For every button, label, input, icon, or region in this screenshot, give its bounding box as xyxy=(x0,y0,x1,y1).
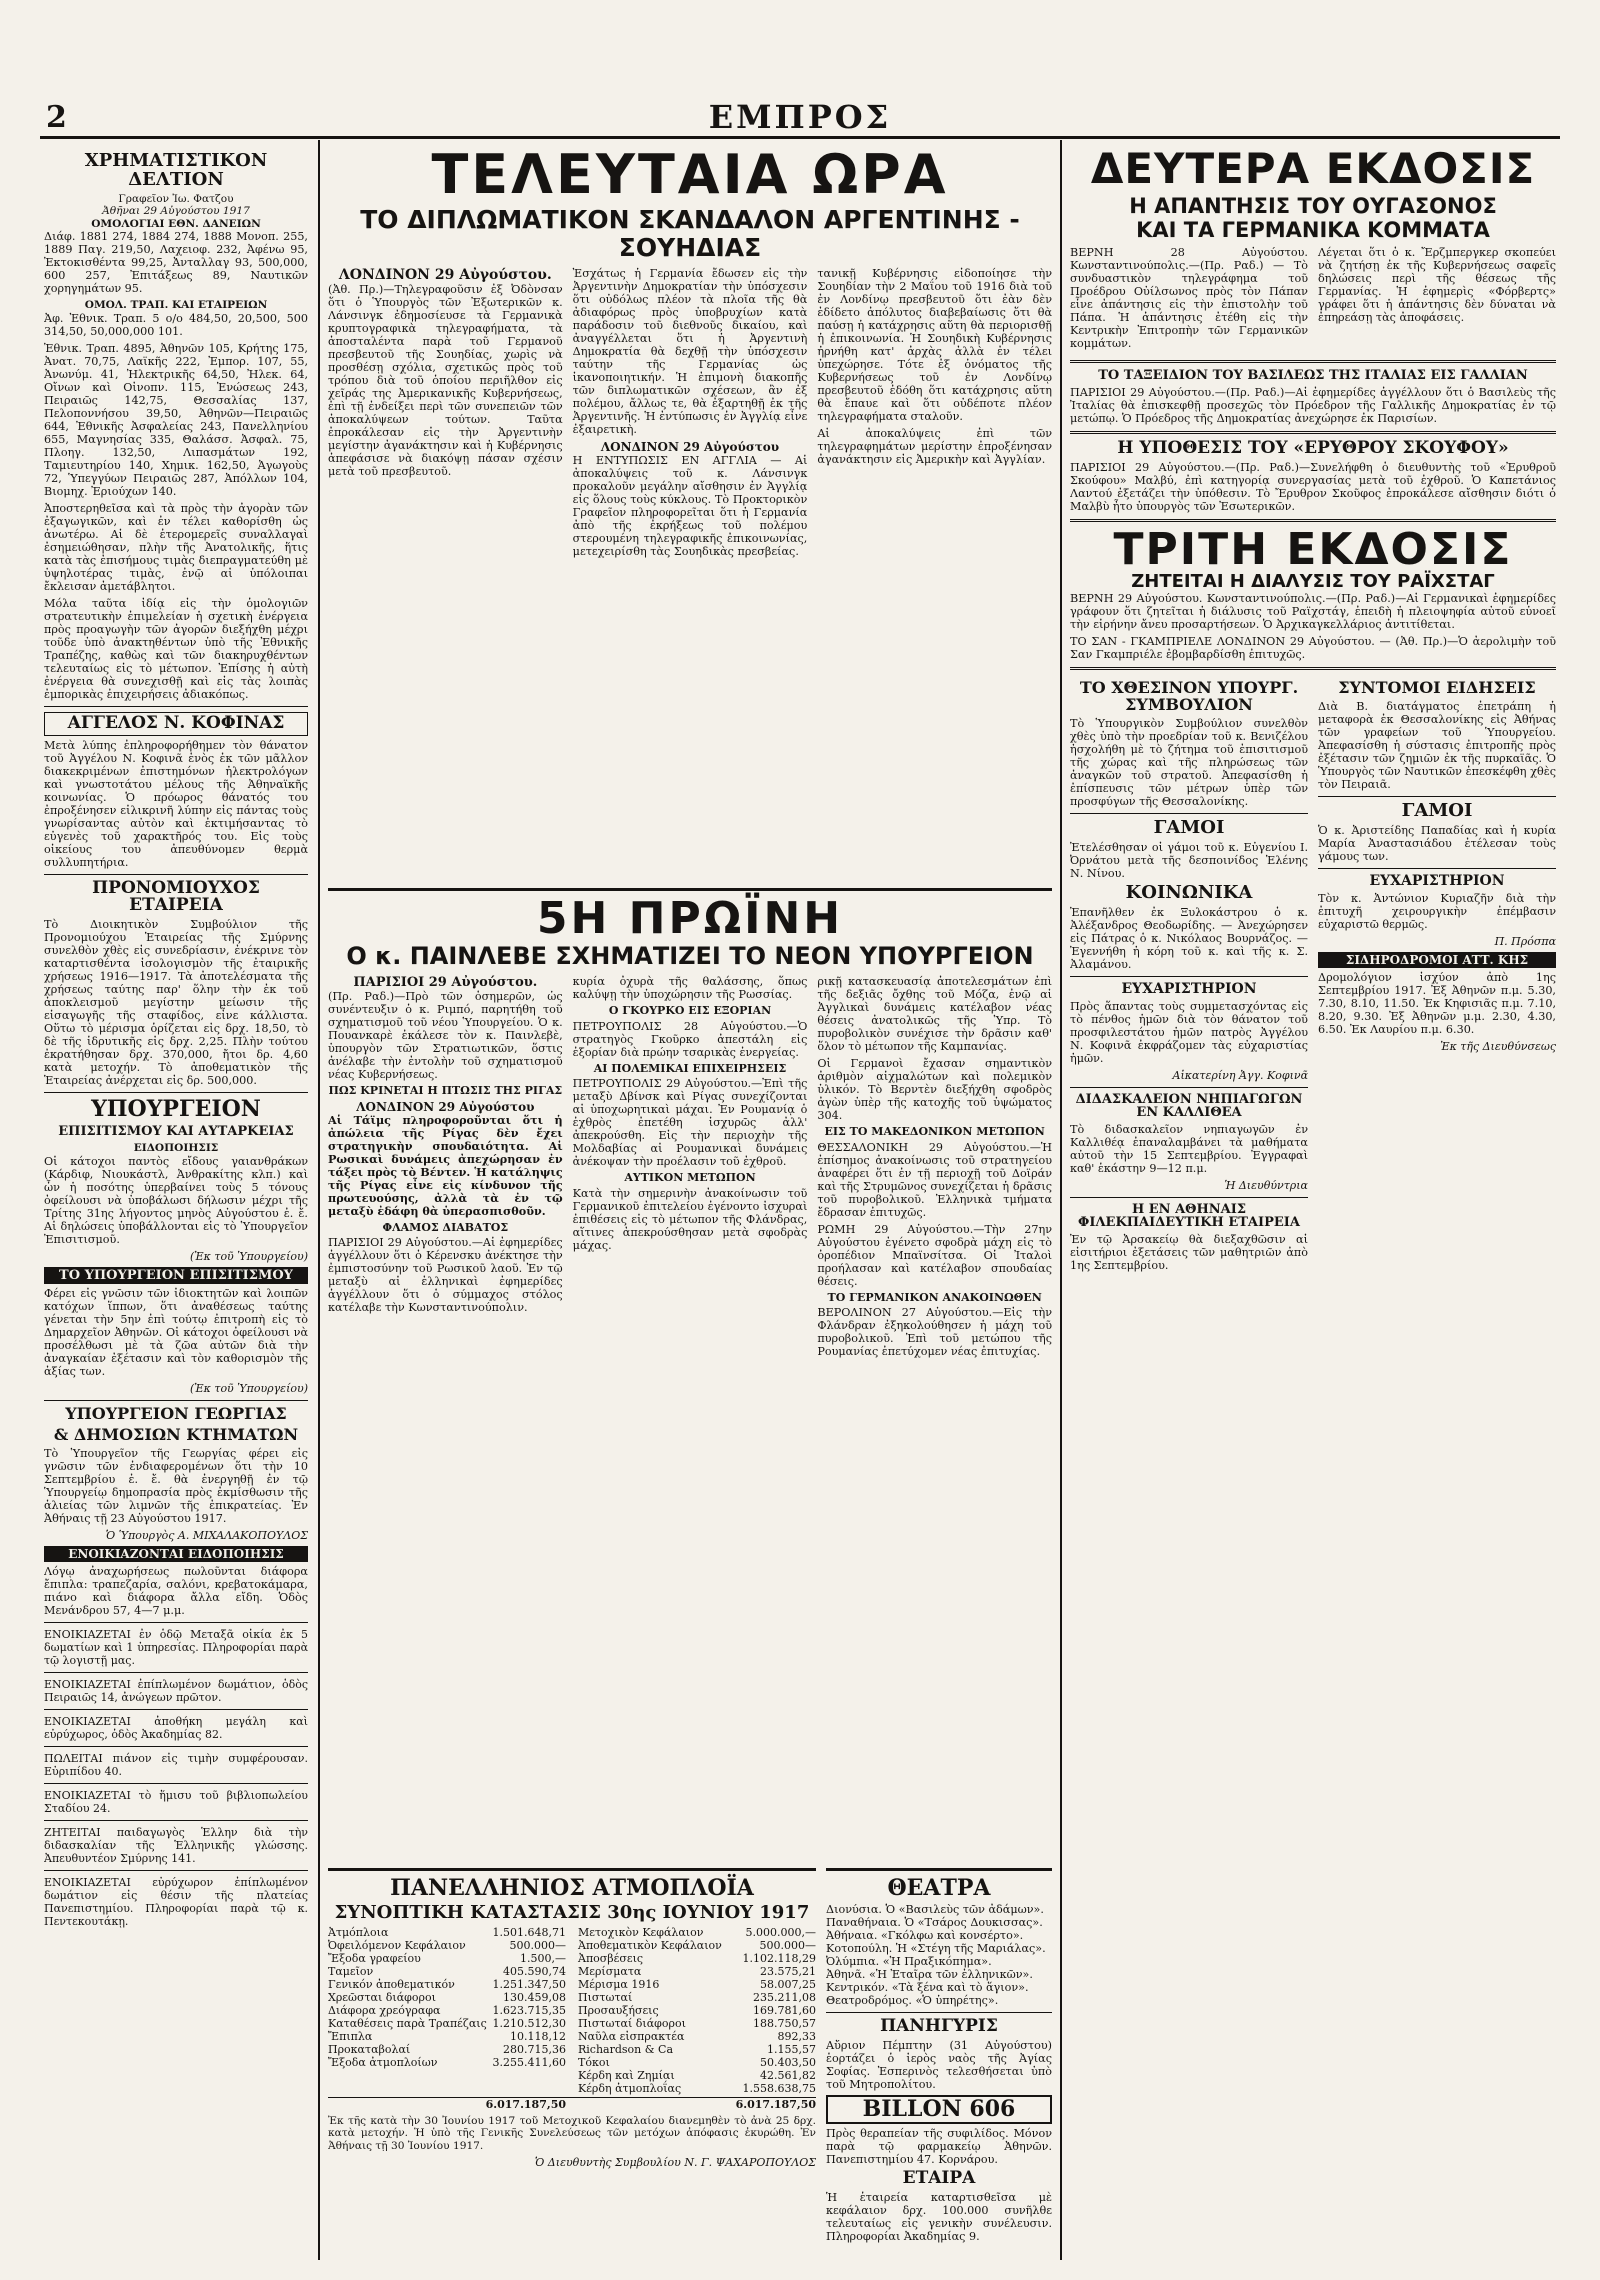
statement-row xyxy=(328,2004,566,2017)
statement-row-label: Προσαυξήσεις xyxy=(578,2003,659,2017)
column-rule xyxy=(318,140,320,2260)
fifth-col-c xyxy=(817,975,1052,1362)
theatre-item: Ἀθηνᾶ. «Ἡ Ἐταῖρα τῶν ἑλληνικῶν». xyxy=(826,1968,1033,1982)
last-hour-col-a xyxy=(328,267,563,562)
statement-row-value: 892,33 xyxy=(777,2029,816,2043)
company-ad-text: Ἡ ἑταιρεία καταρτισθεῖσα μὲ κεφάλαιον δρχ. 100.000 συνῆλθε τελευταίως εἰς γενικὴν συνέλευσιν. Πληροφορίαι Ἀκαδημίας 9. xyxy=(826,2190,1052,2243)
statement-row-label: Ἀποθεματικὸν Κεφάλαιον xyxy=(578,1938,722,1952)
theatre-item: Παναθήναια. Ὁ «Τσάρος Δουκισσας». xyxy=(826,1916,1043,1930)
classified-ad: ΠΩΛΕΙΤΑΙ πιάνον εἰς τιμὴν συμφέρουσαν. Εὐριπίδου 40. xyxy=(44,1752,308,1779)
weddings-text: Ὁ κ. Ἀριστείδης Παπαδίας καὶ ἡ κυρία Μαρία Ἀναστασιάδου ἐτέλεσαν τοὺς γάμους των. xyxy=(1318,824,1556,864)
red-cap-title: Η ΥΠΟΘΕΣΙΣ ΤΟΥ «ΕΡΥΘΡΟΥ ΣΚΟΥΦΟΥ» xyxy=(1117,437,1509,458)
column-editions xyxy=(1070,148,1556,2260)
article-text: ΠΑΡΙΣΙΟΙ 29 Αὐγούστου.—Αἱ ἐφημερίδες ἀγγέλλουν ὅτι ὁ Κέρενσκυ ἀνέκτησε τὴν ἐμπιστοσύνην τοῦ Ρωσικοῦ λαοῦ. Ἐν τῷ μεταξὺ αἱ ἑλληνικαὶ ἐφημερίδες ἀγγέλλουν ὅτι ὁ σύμμαχος στόλος κατέλαβε τὴν Κωνσταντινούπολιν. xyxy=(328,1236,563,1315)
statement-panellinios xyxy=(328,1868,816,2263)
article-text: Οἱ Γερμανοὶ ἔχασαν σημαντικὸν ἀριθμὸν αἰχμαλώτων καὶ πολεμικὸν ὑλικόν. Τὸ Βερντὲν διεξήχθη σφοδρὸς ἀγὼν ὑπὲρ τῆς κατοχῆς τοῦ ὑψώματος 304. xyxy=(817,1057,1052,1123)
company-text: Τὸ Διοικητικὸν Συμβούλιον τῆς Προνομιούχου Ἑταιρείας τῆς Σμύρνης συνελθὸν χθὲς εἰς συνεδρίασιν, ἐνέκρινε τὸν καταρτισθέντα ἰσολογισμὸν τῆς ἐταιρικῆς χρήσεως 1916—1917. Τὰ ἀποτελέσματα τῆς χρήσεως ταύτης παρ' ὅλην τὴν ἐκ τοῦ ἀποκλεισμοῦ μεγίστην μείωσιν τῆς εἰσαγωγῆς τῆς σταφίδος, εἶνε κάλλιστα. Οὕτω τὸ μέρισμα ὁρίζεται εἰς δρχ. 18,50, τὸ δὲ τῆς ἱδρυτικῆς εἰς δρχ. 2,25. Πλὴν τούτου ἐκρατήθησαν δρχ. 370,000, ἤτοι δρ. 4,60 κατὰ μετοχήν. Τὸ ἀποθεματικὸν τῆς Ἑταιρείας ἀνέρχεται εἰς δρ. 500,000. xyxy=(44,918,308,1088)
article-heading: ΠΩΣ ΚΡΙΝΕΤΑΙ Η ΠΤΩΣΙΣ ΤΗΣ ΡΙΓΑΣ xyxy=(328,1084,563,1098)
ministry-title: ΥΠΟΥΡΓΕΙΟΝ xyxy=(91,1096,261,1123)
section-theatres xyxy=(826,1868,1052,2263)
statement-row xyxy=(578,1991,816,2004)
social-text: Ἐπανῆλθεν ἐκ Ξυλοκάστρου ὁ κ. Ἀλέξανδρος Θεοδωρίδης. — Ἀνεχώρησεν εἰς Πάτρας ὁ κ. Νικόλαος Βουρνάζος. — Ἐγεννήθη ἡ κόρη τοῦ κ. καὶ τῆς κ. Σ. Ἀλαμάνου. xyxy=(1070,905,1308,971)
statement-row-value: 1.623.715,35 xyxy=(492,2003,566,2017)
statement-row-label: Καταθέσεις παρὰ Τραπέζαις xyxy=(328,2016,487,2030)
fin-by: Γραφεῖον Ἰω. Φατζου xyxy=(118,192,234,205)
statement-title: ΠΑΝΕΛΛΗΝΙΟΣ ΑΤΜΟΠΛΟΪΑ xyxy=(390,1875,754,1901)
statement-row-value: 1.102.118,29 xyxy=(742,1951,816,1965)
statement-row xyxy=(578,2017,816,2030)
article-text: Αἱ Τάϊμς πληροφοροῦνται ὅτι ἡ ἀπώλεια τῆς Ρίγας δὲν ἔχει στρατηγικὴν σπουδαιότητα. Αἱ Ρωσικαὶ δυνάμεις ἀπεχώρησαν ἐν τάξει πρὸς τὸ Βέντεν. Ἡ κατάληψις τῆς Ρίγας εἶνε εἰς κίνδυνον τῆς πρωτευούσης, ἀλλὰ τὰ ἐν τῷ μεταξὺ ἐδάφη θὰ ὑπερασπισθοῦν. xyxy=(328,1112,563,1218)
theatre-item: Θεατροδρόμος. «Ὁ ὑπηρέτης». xyxy=(826,1994,999,2008)
second-edition-sub1: Η ΑΠΑΝΤΗΣΙΣ ΤΟΥ ΟΥΓΑΣΟΝΟΣ xyxy=(1129,194,1497,218)
statement-row xyxy=(328,2056,566,2069)
railway-text: Δρομολόγιον ἰσχύον ἀπὸ 1ης Σεπτεμβρίου 1917. Ἐξ Ἀθηνῶν π.μ. 5.30, 7.30, 8.10, 11.50. Ἐκ Κηφισιᾶς π.μ. 7.10, 8.20, 9.30. Ἐξ Ἀθηνῶν μ.μ. 2.30, 4.30, 6.50. Ἐκ Λαυρίου π.μ. 6.30. xyxy=(1318,971,1556,1037)
theatre-item: Διονύσια. Ὁ «Βασιλεὺς τῶν ἀδάμων». xyxy=(826,1903,1044,1917)
social-title: ΚΟΙΝΩΝΙΚΑ xyxy=(1125,881,1253,903)
italy-king-text: ΠΑΡΙΣΙΟΙ 29 Αὐγούστου.—(Πρ. Ραδ.)—Αἱ ἐφημερίδες ἀγγέλλουν ὅτι ὁ Βασιλεὺς τῆς Ἰταλίας θὰ ἐπισκεφθῇ προσεχῶς τὸν Πρόεδρον τῆς Γαλλικῆς Δημοκρατίας ἐν τῷ μετώπῳ. Ὁ Πρόεδρος τῆς Δημοκρατίας ἀνεχώρησε ἐκ Παρισίων. xyxy=(1070,385,1556,425)
sale-text: Λόγῳ ἀναχωρήσεως πωλοῦνται διάφορα ἔπιπλα: τραπεζαρία, σαλόνι, κρεβατοκάμαρα, πιάνο καὶ διάφορα ἄλλα εἴδη. Ὁδὸς Μενάνδρου 57, 4—7 μ.μ. xyxy=(44,1565,308,1618)
column-rule xyxy=(1060,140,1062,2260)
agriculture-title2: & ΔΗΜΟΣΙΩΝ ΚΤΗΜΑΤΩΝ xyxy=(53,1424,299,1444)
statement-row xyxy=(578,1939,816,1952)
article-heading: ΕΙΣ ΤΟ ΜΑΚΕΔΟΝΙΚΟΝ ΜΕΤΩΠΟΝ xyxy=(824,1125,1045,1139)
second-edition-title: ΔΕΥΤΕΡΑ ΕΚΔΟΣΙΣ xyxy=(1090,148,1536,193)
council-title: ΤΟ ΧΘΕΣΙΝΟΝ ΥΠΟΥΡΓ. ΣΥΜΒΟΥΛΙΟΝ xyxy=(1079,678,1299,715)
statement-total-liabilities: 6.017.187,50 xyxy=(735,2097,816,2111)
statement-row-label: Προκαταβολαί xyxy=(328,2042,411,2056)
article-heading: Ο ΓΚΟΥΡΚΟ ΕΙΣ ΕΞΟΡΙΑΝ xyxy=(608,1004,772,1018)
statement-row xyxy=(578,2043,816,2056)
statement-row xyxy=(578,2030,816,2043)
sale-title: ΕΝΟΙΚΙΑΖΟΝΤΑΙ ΕΙΔΟΠΟΙΗΣΙΣ xyxy=(44,1546,308,1563)
statement-assets xyxy=(328,1926,566,2095)
last-hour-title: ΤΕΛΕΥΤΑΙΑ ΩΡΑ xyxy=(431,148,949,206)
article-text: Ἐσχάτως ἡ Γερμανία ἔδωσεν εἰς τὴν Ἀργεντινὴν Δημοκρατίαν τὴν ὑπόσχεσιν ὅτι οὐδόλως πλέον τὰ πλοῖα τῆς θὰ ἀδιαφόρως πρὸς ὑποβρυχίων κατὰ παράδοσιν τοῦ διεθνοῦς δικαίου, καὶ ἀναγγέλλεται ὅτι ἡ Ἀργεντινὴ Δημοκρατία θὰ δεχθῇ τὴν ὑπόσχεσιν ταύτην τῆς Γερμανίας ὡς ἱκανοποιητικήν. Ἡ ἐπιμονὴ διακοπῆς τῶν διπλωματικῶν σχέσεων, ἂν ἐξ πολέμου, ἄλλως τε, θὰ ἐξαρτηθῇ ἐκ τῆς Ἀργεντινῆς. Ἡ ἐντύπωσις ἐν Ἀγγλίᾳ εἶνε ἐξαιρετικὴ. xyxy=(572,267,808,436)
red-cap-text: ΠΑΡΙΣΙΟΙ 29 Αὐγούστου.—(Πρ. Ραδ.)—Συνελήφθη ὁ διευθυντὴς τοῦ «Ἐρυθροῦ Σκούφου» Μαλβύ, ἐπὶ κατηγορίᾳ συνεργασίας μετὰ τοῦ ἐχθροῦ. Ὁ Καπετάνιος Λαντού ἐξετάζει τὴν ὑπόθεσιν. Τὸ Ἔρυθρον Σκοῦφος ἐπροκάλεσε αἴσθησιν διότι ὁ Μαλβὺ ἦτο ὑπουργὸς τῶν Ἐσωτερικῶν. xyxy=(1070,460,1556,513)
statement-row-label: Ἀποσβέσεις xyxy=(578,1951,644,1965)
statement-row-value: 10.118,12 xyxy=(510,2029,566,2043)
article-text: (Ἀθ. Πρ.)—Τηλεγραφοῦσιν ἐξ Ὀδὸνσαν ὅτι ὁ Ὑπουργὸς τῶν Ἐξωτερικῶν κ. Λάνσινγκ ἐδημοσίευσε τὰ Γερμανικὰ κρυπτογραφικὰ τηλεγραφήματα, τὰ ἀποσταλέντα παρὰ τοῦ Γερμανοῦ πρεσβευτοῦ τῆς Σουηδίας, χωρὶς νὰ προσθέσῃ σχόλια, σχετικῶς πρὸς τοῦ τρόπου διὰ τοῦ ὁποίου περιῆλθον εἰς χεῖράς της Ἀμερικανικῆς Κυβερνήσεως, ἐπὶ τῇ ἐνδείξει περὶ τῶν συνεπειῶν τῶν ἀποκαλύψεων τούτων. Ταῦτα ἐπροκάλεσαν εἰς τὴν Ἀργεντινὴν μεγίστην ἀγανάκτησιν καὶ ἡ Κυβέρνησις ἀπεφάσισε νὰ διακόψῃ πάσαν σχέσιν μετὰ τοῦ πρεσβευτοῦ. xyxy=(328,283,563,478)
classified-ad: ΖΗΤΕΙΤΑΙ παιδαγωγὸς Ἑλλην διὰ τὴν διδασκαλίαν τῆς Ἑλληνικῆς γλώσσης. Ἀπευθυντέον Σμύρνης 141. xyxy=(44,1826,308,1866)
statement-row xyxy=(578,2082,816,2095)
statement-row-value: 1.501.648,71 xyxy=(492,1925,566,1939)
statement-row-value: 1.155,57 xyxy=(767,2042,816,2056)
statement-row-value: 5.000.000,— xyxy=(745,1925,816,1939)
article-text: (Πρ. Ραδ.)—Πρὸ τῶν ὁσημερῶν, ὡς συνέντευξιν ὁ κ. Ριμπό, παρητήθη τοῦ σχηματισμοῦ τοῦ νέου Ὑπουργείου. Ὁ κ. Πουανκαρὲ ἐκάλεσε τὸν κ. Παινλεβὲ, ὑπουργὸν τῶν Στρατιωτικῶν, ὅστις ἀνέλαβε τὴν ἐντολὴν τοῦ σχηματισμοῦ νέας Κυβερνήσεως. xyxy=(328,990,563,1082)
thanks-title: ΕΥΧΑΡΙΣΤΗΡΙΟΝ xyxy=(1121,980,1257,997)
statement-row xyxy=(328,1965,566,1978)
weddings-text: Ἐτελέσθησαν οἱ γάμοι τοῦ κ. Εὐγενίου Ι. Ὀρνάτου μετὰ τῆς δεσποινίδος Ἑλένης Ν. Νίνου. xyxy=(1070,840,1308,880)
statement-row xyxy=(328,1939,566,1952)
weddings-title: ΓΑΜΟΙ xyxy=(1401,800,1473,822)
statement-row-label: Μερίσματα xyxy=(578,1964,642,1978)
article-text: ΡΩΜΗ 29 Αὐγούστου.—Τὴν 27ην Αὐγούστου ἐγένετο σφοδρὰ μάχη εἰς τὸ ὀροπέδιον Μπαϊνσίτσα. Οἱ Ἰταλοὶ προήλασαν καὶ κατέλαβον σπουδαίας θέσεις. xyxy=(817,1222,1052,1288)
council-text: Τὸ Ὑπουργικὸν Συμβούλιον συνελθὸν χθὲς ὑπὸ τὴν προεδρίαν τοῦ κ. Βενιζέλου ἠσχολήθη μὲ τὸ ζήτημα τοῦ ἐπισιτισμοῦ τῆς χώρας καὶ τῆς πληρώσεως τῶν ἀναγκῶν τοῦ στρατοῦ. Ἀπεφασίσθη ἡ ἐπίσπευσις τῶν μέτρων ὑπὲρ τῶν προσφύγων τῆς Θεσσαλονίκης. xyxy=(1070,717,1308,809)
dateline: ΛΟΝΔΙΝΟΝ 29 Αὐγούστου. xyxy=(338,267,552,283)
billon-text: Πρὸς θεραπείαν τῆς συφιλίδος. Μόνον παρὰ τῷ φαρμακείῳ Ἀθηνῶν. Πανεπιστημίου 47. Κορνάρου. xyxy=(826,2127,1052,2167)
statement-row xyxy=(578,1965,816,1978)
article-text: ΠΕΤΡΟΥΠΟΛΙΣ 28 Αὐγούστου.—Ὁ στρατηγὸς Γκοῦρκο ἀπεστάλη εἰς ἐξορίαν διὰ πρώην τσαρικὰς ἐνεργείας. xyxy=(572,1019,808,1059)
last-hour-subtitle: ΤΟ ΔΙΠΛΩΜΑΤΙΚΟΝ ΣΚΑΝΔΑΛΟΝ ΑΡΓΕΝΤΙΝΗΣ - ΣΟΥΗΔΙΑΣ xyxy=(360,205,1020,262)
fin-text: Ἀφ. Ἐθνικ. Τραπ. 5 ο/ο 484,50, 20,500, 500 314,50, 50,000,000 101. xyxy=(44,311,308,338)
statement-row-value: 23.575,21 xyxy=(760,1964,816,1978)
article-text: Κατὰ τὴν σημερινὴν ἀνακοίνωσιν τοῦ Γερμανικοῦ ἐπιτελείου ἐγένοντο ἰσχυραὶ ἐπιθέσεις εἰς τὸ μέτωπον τῆς Φλάνδρας, αἵτινες ἀπεκρούσθησαν μετὰ σφοδρὰς μάχας. xyxy=(572,1187,808,1253)
school-title: ΔΙΔΑΣΚΑΛΕΙΟΝ ΝΗΠΙΑΓΩΓΩΝ ΕΝ ΚΑΛΛΙΘΕΑ xyxy=(1075,1091,1303,1121)
right-col-b xyxy=(1318,676,1556,1276)
third-edition-sub: ΖΗΤΕΙΤΑΙ Η ΔΙΑΛΥΣΙΣ ΤΟΥ ΡΑΪΧΣΤΑΓ xyxy=(1131,570,1495,592)
statement-row-label: Πιστωταί xyxy=(578,1990,633,2004)
statement-row-value: 169.781,60 xyxy=(753,2003,816,2017)
statement-row-value: 500.000— xyxy=(509,1938,566,1952)
agriculture-text: Τὸ Ὑπουργεῖον τῆς Γεωργίας φέρει εἰς γνῶσιν τῶν ἐνδιαφερομένων ὅτι τὴν 10 Σεπτεμβρίου ἐ. ἔ. θὰ ἐνεργηθῇ ἐν τῷ Ὑπουργείῳ δημοπρασία πρὸς ἐκμίσθωσιν τῆς ἁλιείας τῶν λιμνῶν τῆς ἐπικρατείας. Ἐν Ἀθήναις τῇ 23 Αὐγούστου 1917. xyxy=(44,1446,308,1525)
fin-date: Ἀθῆναι 29 Αὐγούστου 1917 xyxy=(102,205,250,218)
article-text: Η ΕΝΤΥΠΩΣΙΣ ΕΝ ΑΓΓΛΙΑ — Αἱ ἀποκαλύψεις τοῦ κ. Λάνσινγκ προκαλοῦν μεγάλην αἴσθησιν ἐν Ἀγγλίᾳ εἰς ὅλους τοὺς κύκλους. Τὸ Προκτορικὸν Γραφεῖον πληροφορεῖται ὅτι ἡ Γερμανία ἀπὸ τῆς ἐκρήξεως τοῦ πολέμου στερουμένη τηλεγραφικῆς ἐπικοινωνίας, μετεχειρίσθη τὰς Σουηδικὰς πρεσβείας. xyxy=(572,454,808,558)
statement-row-label: Ἔξοδα ἀτμοπλοίων xyxy=(328,2055,438,2069)
article-heading: ΦΛΑΜΟΣ ΔΙΑΒΑΤΟΣ xyxy=(382,1220,509,1234)
statement-row-value: 58.007,25 xyxy=(760,1977,816,1991)
classified-ad: ΕΝΟΙΚΙΑΖΕΤΑΙ ἐπίπλωμένον δωμάτιον, ὁδὸς Πειραιῶς 14, ἀνώγεων πρῶτον. xyxy=(44,1678,308,1705)
article-heading: ΑΥΤΙΚΟΝ ΜΕΤΩΠΟΝ xyxy=(624,1171,756,1185)
fin-text: Ἀποστερηθεῖσα καὶ τὰ πρὸς τὴν ἀγορὰν τῶν ἐξαγωγικῶν, καὶ ἐν τέλει καθορίσθη ὡς ἀνωτέρω. Αἱ δὲ ἐτερομερεῖς συναλλαγαὶ ἐσημειώθησαν, πλὴν τῆς Ἀνατολικῆς, ἥτις κατὰ τὰς ἐπισήμους τιμὰς διεπραγματεύθη μὲ ὑψηλοτέρας τιμὰς, ἐνῷ αἱ ὑπόλοιπαι ἔκλεισαν ἀμετάβλητοι. xyxy=(44,501,308,593)
theatre-item: Ἀθήναια. «Γκόλφω καὶ κονσέρτο». xyxy=(826,1929,1024,1943)
article-text: Αἱ ἀποκαλύψεις ἐπὶ τῶν τηλεγραφημάτων μερίστην ἐπροξένησαν ἀγανάκτησιν εἰς Ἀμερικὴν καὶ Ἀγγλίαν. xyxy=(817,427,1052,466)
statement-row-label: Πιστωταί διάφοροι xyxy=(578,2016,686,2030)
statement-row xyxy=(578,1926,816,1939)
weddings-title: ΓΑΜΟΙ xyxy=(1153,817,1225,839)
fifth-subtitle: Ο κ. ΠΑΙΝΛΕΒΕ ΣΧΗΜΑΤΙΖΕΙ ΤΟ ΝΕΟΝ ΥΠΟΥΡΓΕΙΟΝ xyxy=(346,942,1034,970)
statement-row-label: Γενικόν ἀποθεματικόν xyxy=(328,1977,455,1991)
statement-row xyxy=(328,1991,566,2004)
supply-text: Φέρει εἰς γνῶσιν τῶν ἰδιοκτητῶν καὶ λοιπῶν κατόχων ἵππων, ὅτι ἀναθέσεως ταύτης γένεται τὴν 5ην ἐπὶ τούτῳ ἐπιτροπὴ εἰς τὸ Δημαρχεῖον Ἀθηνῶν. Οἱ κάτοχοι ὀφείλουσι νὰ προσέλθωσι μὲ τὰ ζῶα αὐτῶν διὰ τὴν ἀναγκαίαν ἐξέτασιν καὶ τὸν καθορισμὸν τῆς ἀξίας των. xyxy=(44,1287,308,1379)
statement-row xyxy=(328,1952,566,1965)
thanks-signature: Π. Πρόσπα xyxy=(1494,934,1556,948)
article-heading: ΤΟ ΓΕΡΜΑΝΙΚΟΝ ΑΝΑΚΟΙΝΩΘΕΝ xyxy=(827,1290,1042,1304)
statement-subtitle: ΣΥΝΟΠΤΙΚΗ ΚΑΤΑΣΤΑΣΙΣ 30ης ΙΟΥΝΙΟΥ 1917 xyxy=(334,1902,810,1924)
statement-row-label: Ἀτμόπλοια xyxy=(328,1925,389,1939)
theatre-item: Ὀλύμπια. «Ἡ Πραξικόπημα». xyxy=(826,1955,992,1969)
statement-row-label: Μετοχικὸν Κεφάλαιον xyxy=(578,1925,704,1939)
statement-row-value: 42.561,82 xyxy=(760,2068,816,2082)
obituary-title: ΑΓΓΕΛΟΣ Ν. ΚΟΦΙΝΑΣ xyxy=(44,712,308,736)
statement-total-assets: 6.017.187,50 xyxy=(485,2097,566,2111)
statement-row-label: Διάφορα χρεόγραφα xyxy=(328,2003,441,2017)
philekpaideutiki-title: Η ΕΝ ΑΘΗΝΑΙΣ ΦΙΛΕΚΠΑΙΔΕΥΤΙΚΗ ΕΤΑΙΡΕΙΑ xyxy=(1078,1201,1300,1231)
last-hour-col-b xyxy=(573,267,808,562)
classified-ad: ΕΝΟΙΚΙΑΖΕΤΑΙ τὸ ἥμισυ τοῦ βιβλιοπωλείου Σταδίου 24. xyxy=(44,1789,308,1816)
company-ad-title: ΕΤΑΙΡΑ xyxy=(902,2168,976,2189)
newspaper-title: ΕΜΠΡΟΣ xyxy=(708,98,892,136)
statement-row xyxy=(328,2030,566,2043)
philekpaideutiki-text: Ἐν τῷ Ἀρσακείῳ θὰ διεξαχθῶσιν αἱ εἰσιτήριοι ἐξετάσεις τῶν μαθητριῶν ἀπὸ 1ης Σεπτεμβρίου. xyxy=(1070,1233,1308,1273)
statement-row xyxy=(578,1952,816,1965)
fifth-title: 5Η ΠΡΩΪΝΗ xyxy=(536,893,844,944)
school-signature: Ἡ Διευθύντρια xyxy=(1224,1178,1308,1192)
ministry-sub2: ΕΙΔΟΠΟΙΗΣΙΣ xyxy=(133,1142,219,1155)
article-text: ΒΕΡΟΛΙΝΟΝ 27 Αὐγούστου.—Εἰς τὴν Φλάνδραν ἐξηκολούθησεν ἡ μάχη τοῦ πυροβολικοῦ. Ἐπὶ τοῦ μετώπου τῆς Ρουμανίας ἐπετύχομεν νέας ἐπιτυχίας. xyxy=(817,1306,1052,1359)
article-text: Λέγεται ὅτι ὁ κ. Ἔρζμπεργκερ σκοπεύει νὰ ζητήσῃ ἐκ τῆς Κυβερνήσεως σαφεῖς δηλώσεις περὶ τῆς θέσεως τῆς Γερμανίας. Ἡ ἐφημερὶς «Φόρβερτς» γράφει ὅτι ἡ ἀπάντησις δὲν δύναται νὰ ἐπηρεάσῃ τὰς ἀποφάσεις. xyxy=(1318,246,1556,325)
statement-row-value: 1.210.512,30 xyxy=(492,2016,566,2030)
short-news-text: Διὰ Β. διατάγματος ἐπετράπη ἡ μεταφορὰ ἐκ Θεσσαλονίκης εἰς Ἀθήνας τῶν γραφείων τοῦ Ὑπουργείου. Ἀπεφασίσθη ἡ σύστασις ἐπιτροπῆς πρὸς ἐξέτασιν τῶν ζημιῶν ἐκ τῆς πυρκαϊᾶς. Ὁ Ὑπουργὸς τῶν Ναυτικῶν ἐπεσκέφθη χθὲς τὸν Πειραιᾶ. xyxy=(1318,700,1556,792)
statement-liabilities xyxy=(578,1926,816,2095)
statement-row-label: Κέρδη ἀτμοπλοΐας xyxy=(578,2081,682,2095)
ministry-signature: (Ἐκ τοῦ Ὑπουργείου) xyxy=(189,1249,308,1263)
statement-row xyxy=(578,2004,816,2017)
statement-row-value: 500.000— xyxy=(759,1938,816,1952)
theatre-item: Κεντρικόν. «Τὰ ξένα καὶ τὸ ἅγιον». xyxy=(826,1981,1029,1995)
fifth-col-b xyxy=(573,975,808,1362)
statement-row-label: Τόκοι xyxy=(578,2055,610,2069)
statement-row-label: Κέρδη καὶ Ζημίαι xyxy=(578,2068,675,2082)
statement-row-label: Ἔπιπλα xyxy=(328,2029,373,2043)
fin-sub2: ΟΜΟΛ. ΤΡΑΠ. ΚΑΙ ΕΤΑΙΡΕΙΩΝ xyxy=(84,299,268,312)
short-news-title: ΣΥΝΤΟΜΟΙ ΕΙΔΗΣΕΙΣ xyxy=(1338,678,1536,698)
thanks-signature: Αἰκατερίνη Ἀγγ. Κοφινᾶ xyxy=(1172,1068,1308,1082)
statement-row-value: 50.403,50 xyxy=(760,2055,816,2069)
second-edition-sub2: ΚΑΙ ΤΑ ΓΕΡΜΑΝΙΚΑ ΚΟΜΜΑΤΑ xyxy=(1136,218,1490,243)
thanks-title: ΕΥΧΑΡΙΣΤΗΡΙΟΝ xyxy=(1369,873,1505,890)
article-text: ΠΕΤΡΟΥΠΟΛΙΣ 29 Αὐγούστου.—Ἐπὶ τῆς μεταξὺ Δβίνσκ καὶ Ρίγας συνεχίζονται αἱ ὑποχωρητικαὶ μάχαι. Ἐν Ρουμανίᾳ ὁ ἐχθρὸς ἐπετέθη ἰσχυρῶς ἀλλ' ἀπεκρούσθη. Εἰς τὴν περιοχὴν τῆς Μολδαβίας αἱ Ρουμανικαὶ δυνάμεις ἀνέκοψαν τὴν προέλασιν τοῦ ἐχθροῦ. xyxy=(572,1077,808,1169)
railway-signature: Ἐκ τῆς Διευθύνσεως xyxy=(1440,1040,1556,1054)
statement-notes: Ἐκ τῆς κατὰ τὴν 30 Ἰουνίου 1917 τοῦ Μετοχικοῦ Κεφαλαίου διανεμηθὲν τὸ ἀνὰ 25 δρχ. κατὰ μετοχήν. Ἡ ὑπὸ τῆς Γενικῆς Συνελεύσεως τῶν μετόχων ἀπόφασις ἐκυρώθη. Ἐν Ἀθήναις τῇ 30 Ἰουνίου 1917. xyxy=(328,2114,816,2152)
statement-row xyxy=(328,1978,566,1991)
thanks-text: Πρὸς ἅπαντας τοὺς συμμετασχόντας εἰς τὸ πένθος ἡμῶν διὰ τὸν θάνατον τοῦ προσφιλεστάτου ἡμῶν πατρὸς Ἀγγέλου Ν. Κοφινᾶ ἐκφράζομεν τὰς εὐχαριστίας ἡμῶν. xyxy=(1070,999,1308,1065)
statement-row-value: 3.255.411,60 xyxy=(492,2055,566,2069)
obituary-text: Μετὰ λύπης ἐπληροφορήθημεν τὸν θάνατον τοῦ Ἀγγέλου Ν. Κοφινᾶ ἑνὸς ἐκ τῶν μᾶλλον διακεκριμένων ἐπιστημόνων ἠλεκτρολόγων καὶ γνωστοτάτου μέλους τῆς Ἀθηναϊκῆς κοινωνίας. Ὁ πρόωρος θάνατός του ἐπροξένησεν εἰλικρινῆ λύπην εἰς πάντας τοὺς γνωρίσαντας αὐτὸν καὶ ἐκτιμήσαντας τὸ εὐγενὲς τοῦ χαρακτῆρός του. Εἰς τοὺς οἰκείους του ἀπευθύνομεν θερμὰ συλλυπητήρια. xyxy=(44,738,308,869)
statement-row-value: 130.459,08 xyxy=(503,1990,566,2004)
article-text: τανικῇ Κυβέρνησις εἰδοποίησε τὴν Σουηδίαν τὴν 2 Μαΐου τοῦ 1916 διὰ τοῦ ἐν Λονδίνῳ πρεσβευτοῦ ὅτι ἐὰν δὲν ἐδίδετο ἀπόλυτος διαβεβαίωσις ὅτι θὰ παύσῃ ἡ κατάχρησις αὕτη θὰ περιορισθῇ ἡ ἐπικοινωνία. Ἡ Σουηδικὴ Κυβέρνησις ἠρνήθη κατ' ἀρχὰς ἀλλὰ ἐν τέλει ὑπεχώρησε. Τότε ἐξ ὀνόματος τῆς Κυβερνήσεως τοῦ ἐν Λονδίνῳ πρεσβευτοῦ ἐδόθη ὅτι κατάχρησις αὕτη θὰ ἔπαυε καὶ ὅτι οὐδέποτε πλέον τηλεγραφήματα σταλοῦν. xyxy=(817,267,1052,423)
ministry-sub: ΕΠΙΣΙΤΙΣΜΟΥ ΚΑΙ ΑΥΤΑΡΚΕΙΑΣ xyxy=(58,1124,294,1140)
article-text: κυρία ὀχυρὰ τῆς θαλάσσης, ὅπως καλύψῃ τὴν ὑποχώρησιν τῆς Ρωσσίας. xyxy=(572,975,808,1002)
column-financial xyxy=(44,148,308,2248)
classified-ad: ΕΝΟΙΚΙΑΖΕΤΑΙ ἐν ὁδῷ Μεταξᾶ οἰκία ἐκ 5 δωματίων καὶ 1 ὑπηρεσίας. Πληροφορίαι παρὰ τῷ λογιστῇ μας. xyxy=(44,1628,308,1668)
statement-row-label: Ὀφειλόμενον Κεφάλαιον xyxy=(328,1938,466,1952)
statement-row-label: Μέρισμα 1916 xyxy=(578,1977,660,1991)
statement-row-value: 405.590,74 xyxy=(503,1964,566,1978)
supply-title: ΤΟ ΥΠΟΥΡΓΕΙΟΝ ΕΠΙΣΙΤΙΣΜΟΥ xyxy=(44,1267,308,1285)
statement-row xyxy=(578,1978,816,1991)
statement-row xyxy=(328,2017,566,2030)
classified-ad: ΕΝΟΙΚΙΑΖΕΤΑΙ εὐρύχωρον ἐπίπλωμένον δωμάτιον εἰς θέσιν τῆς πλατείας Πανεπιστημίου. Πληροφορίαι παρὰ τῷ κ. Πεντεκουτάκῃ. xyxy=(44,1876,308,1929)
festival-text: Αὔριον Πέμπτην (31 Αὐγούστου) ἑορτάζει ὁ ἱερὸς ναὸς τῆς Ἀγίας Σοφίας. Ἑσπερινὸς τελεσθήσεται ὑπὸ τοῦ Μητροπολίτου. xyxy=(826,2038,1052,2091)
statement-row xyxy=(578,2056,816,2069)
statement-row-value: 1.251.347,50 xyxy=(492,1977,566,1991)
fin-text: Ἐθνικ. Τραπ. 4895, Ἀθηνῶν 105, Κρήτης 175, Ἀνατ. 70,75, Λαϊκῆς 222, Ἐμπορ. 107, 55, Ἀνωνύμ. 41, Ἠλεκτρικῆς 64,50, Ἠλεκ. 64, Οἴνων καὶ Οἰνοπν. 115, Ἑνώσεως 243, Πειραιῶς 142,75, Θεσσαλίας 137, Πελοποννήσου 39,50, Ἀθηνῶν—Πειραιῶς 644, Ἐθνικῆς Ἀσφαλείας 243, Πανελληνίου 655, Μαγνησίας 335, Θαλάσσ. Ἀσφαλ. 75, Πλοηγ. 132,50, Λιπασμάτων 192, Ταμιευτηρίου 140, Χημικ. 162,50, Ἀγωγοὺς 72, Ὑπεγγύων Πειραιῶς 287, Ἀπόλλων 104, Βιομηχ. Ἐριούχων 140. xyxy=(44,341,308,498)
page-number: 2 xyxy=(46,100,67,135)
statement-signature: Ὁ Διευθυντὴς Συμβουλίου Ν. Γ. ΨΑΧΑΡΟΠΟΥΛΟΣ xyxy=(534,2156,816,2170)
dateline: ΛΟΝΔΙΝΟΝ 29 Αὐγούστου xyxy=(600,440,780,454)
fifth-col-a xyxy=(328,975,563,1362)
masthead xyxy=(40,98,1560,139)
fin-text: Διάφ. 1881 274, 1884 274, 1888 Μονοπ. 255, 1889 Παγ. 219,50, Λαχειοφ. 232, Ἀφένω 95, Ἐκτοκισθέντα 99,25, Ἀνταλλαγ 93, 500,000, 600 257, Ἐπιτάξεως 89, Ναυτικῶν χορηγημάτων 95. xyxy=(44,230,308,296)
theatre-item: Κοτοπούλη. Ἡ «Στέγη τῆς Μαριάλας». xyxy=(826,1942,1046,1956)
article-text: ΒΕΡΝΗ 29 Αὐγούστου. Κωνσταντινούπολις.—(Πρ. Ραδ.)—Αἱ Γερμανικαὶ ἐφημερίδες γράφουν ὅτι ζητεῖται ἡ διάλυσις τοῦ Ραϊχστάγ, ἐπειδὴ ἡ πλειοψηφία αὐτοῦ εὐνοεῖ τὴν εἰρήνην ἄνευ προσαρτήσεων. Ὁ Ἀρχικαγκελλάριος ἀντιτίθεται. xyxy=(1070,592,1556,632)
article-heading: ΑΙ ΠΟΛΕΜΙΚΑΙ ΕΠΙΧΕΙΡΗΣΕΙΣ xyxy=(593,1061,787,1075)
dateline: ΠΑΡΙΣΙΟΙ 29 Αὐγούστου. xyxy=(353,975,538,991)
statement-row-label: Ναῦλα εἰσπρακτέα xyxy=(578,2029,685,2043)
article-text: ΤΟ ΣΑΝ - ΓΚΑΜΠΡΙΕΛΕ ΛΟΝΔΙΝΟΝ 29 Αὐγούστου. — (Ἀθ. Πρ.)—Ὁ ἀερολιμὴν τοῦ Σαν Γκαμπριέλε ἐβομβαρδίσθη ἐπιτυχῶς. xyxy=(1070,635,1556,662)
statement-row-label: Χρεῶσται διάφοροι xyxy=(328,1990,436,2004)
supply-signature: (Ἐκ τοῦ Ὑπουργείου) xyxy=(189,1382,308,1396)
ministry-text: Οἱ κάτοχοι παντὸς εἴδους γαιανθράκων (Κάρδιφ, Νιουκάστλ, Ἀνθρακίτης κλπ.) καὶ ὧν ἡ ποσότης ὑπερβαίνει τοὺς 5 τόνους ὀφείλουσι νὰ ὑποβάλωσι δήλωσιν μέχρι τῆς Τρίτης 31ης λήγοντος μηνὸς Αὐγούστου ἐ. ἔ. Αἱ δηλώσεις ὑποβάλλονται εἰς τὸ Ὑπουργεῖον Ἐπισιτισμοῦ. xyxy=(44,1154,308,1246)
last-hour-col-c xyxy=(817,267,1052,562)
statement-row xyxy=(328,1926,566,1939)
statement-row xyxy=(578,2069,816,2082)
statement-row-value: 1.500,— xyxy=(520,1951,566,1965)
italy-king-title: ΤΟ ΤΑΞΕΙΔΙΟΝ ΤΟΥ ΒΑΣΙΛΕΩΣ ΤΗΣ ΙΤΑΛΙΑΣ ΕΙΣ ΓΑΛΛΙΑΝ xyxy=(1098,368,1528,384)
dateline: ΛΟΝΔΙΝΟΝ 29 Αὐγούστου xyxy=(356,1099,535,1114)
festival-title: ΠΑΝΗΓΥΡΙΣ xyxy=(880,2016,998,2037)
statement-row xyxy=(328,2043,566,2056)
company-title: ΠΡΟΝΟΜΙΟΥΧΟΣ ΕΤΑΙΡΕΙΑ xyxy=(92,877,260,916)
article-text: ΒΕΡΝΗ 28 Αὐγούστου. Κωνσταντινούπολις.—(Πρ. Ραδ.) — Τὸ συνδυαστικὸν τηλεγράφημα τοῦ Προέδρου Οὐίλσωνος πρὸς τὸν Πάπαν εἶνε ἀπάντησις εἰς τὴν ἐπιστολὴν τοῦ Πάπα. Ἡ ἀπάντησις ἐτέθη εἰς τὴν Κεντρικὴν Ἐπιτροπὴν τῶν Γερμανικῶν κομμάτων. xyxy=(1070,246,1308,351)
school-text: Τὸ διδασκαλεῖον νηπιαγωγῶν ἐν Καλλιθέᾳ ἐπαναλαμβάνει τὰ μαθήματα αὐτοῦ τὴν 15 Σεπτεμβρίου. Ἐγγραφαὶ καθ' ἑκάστην 9—12 π.μ. xyxy=(1070,1122,1308,1175)
railway-title: ΣΙΔΗΡΟΔΡΟΜΟΙ ΑΤΤ. ΚΗΣ xyxy=(1318,952,1556,969)
agriculture-title: ΥΠΟΥΡΓΕΙΟΝ ΓΕΩΡΓΙΑΣ xyxy=(65,1404,287,1424)
billon-title: BILLON 606 xyxy=(826,2095,1052,2124)
right-col-a xyxy=(1070,676,1308,1276)
agriculture-signature: Ὁ Ὑπουργὸς Α. ΜΙΧΑΛΑΚΟΠΟΥΛΟΣ xyxy=(105,1528,308,1542)
statement-row-label: Ταμεῖον xyxy=(328,1964,374,1978)
thanks-text: Τὸν κ. Ἀντώνιον Κυριαζῆν διὰ τὴν ἐπιτυχῆ χειρουργικὴν ἐπέμβασιν εὐχαριστῶ θερμῶς. xyxy=(1318,891,1556,931)
statement-row-label: Ἔξοδα γραφείου xyxy=(328,1951,421,1965)
fin-sub: ΟΜΟΛΟΓΙΑΙ ΕΘΝ. ΔΑΝΕΙΩΝ xyxy=(91,217,261,230)
section-last-hour xyxy=(328,148,1052,888)
statement-row-value: 1.558.638,75 xyxy=(742,2081,816,2095)
article-text: ρικῇ κατασκευασίᾳ ἀποτελεσμάτων ἐπὶ τῆς δεξιᾶς ὄχθης τοῦ Μόζα, ἐνῷ αἱ Ἀγγλικαὶ δυνάμεις κατέλαβον νέας θέσεις ἀνατολικῶς τῆς Ὑπρ. Τὸ πυροβολικὸν συνέχισε τὴν δρᾶσιν καθ' ὅλον τὸ μέτωπον τῆς Καμπανίας. xyxy=(817,975,1052,1054)
fin-title: ΧΡΗΜΑΤΙΣΤΙΚΟΝ ΔΕΛΤΙΟΝ xyxy=(84,150,268,190)
third-edition-title: ΤΡΙΤΗ ΕΚΔΟΣΙΣ xyxy=(1113,523,1513,575)
statement-row-value: 188.750,57 xyxy=(753,2016,816,2030)
statement-row-label: Richardson & Ca xyxy=(578,2042,674,2056)
statement-row-value: 235.211,08 xyxy=(753,1990,816,2004)
theatre-title: ΘΕΑΤΡΑ xyxy=(887,1875,991,1901)
article-text: ΘΕΣΣΑΛΟΝΙΚΗ 29 Αὐγούστου.—Ἡ ἐπίσημος ἀνακοίνωσις τοῦ στρατηγείου ἀναφέρει ὅτι ἐν τῇ περιοχῇ τοῦ Δοϊράν καὶ τῆς Στρυμῶνος συνεχίζεται ἡ δρᾶσις τοῦ πυροβολικοῦ. Ἐλληνικὰ τμήματα ἔδρασαν ἐπιτυχῶς. xyxy=(817,1140,1052,1219)
classified-ad: ΕΝΟΙΚΙΑΖΕΤΑΙ ἀποθήκη μεγάλη καὶ εὐρύχωρος, ὁδὸς Ἀκαδημίας 82. xyxy=(44,1715,308,1742)
statement-row-value: 280.715,36 xyxy=(503,2042,566,2056)
section-fifth-morning xyxy=(328,888,1052,1871)
fin-text: Μόλα ταῦτα ἰδίᾳ εἰς τὴν ὁμολογιῶν στρατευτικὴν ἐπιμελείαν ἡ σχετικὴ ἐνέργεια πρὸς προαγωγὴν τῶν ἀγορῶν διεξήχθη μέχρι τοῦδε ὑπὸ ἀνακτηθέντων ὑπὸ τῆς Ἐθνικῆς Τραπέζης, καθὼς καὶ τῶν διακηρυχθέντων τελευταίως εἰς τὸ μέτωπον. Ἐπίσης ἡ αὐτὴ ἐνέργεια θὰ συνεχισθῇ καὶ εἰς τὰς λοιπὰς ἐμπορικὰς ἐπιχειρήσεις ἀδιακόπως. xyxy=(44,596,308,701)
